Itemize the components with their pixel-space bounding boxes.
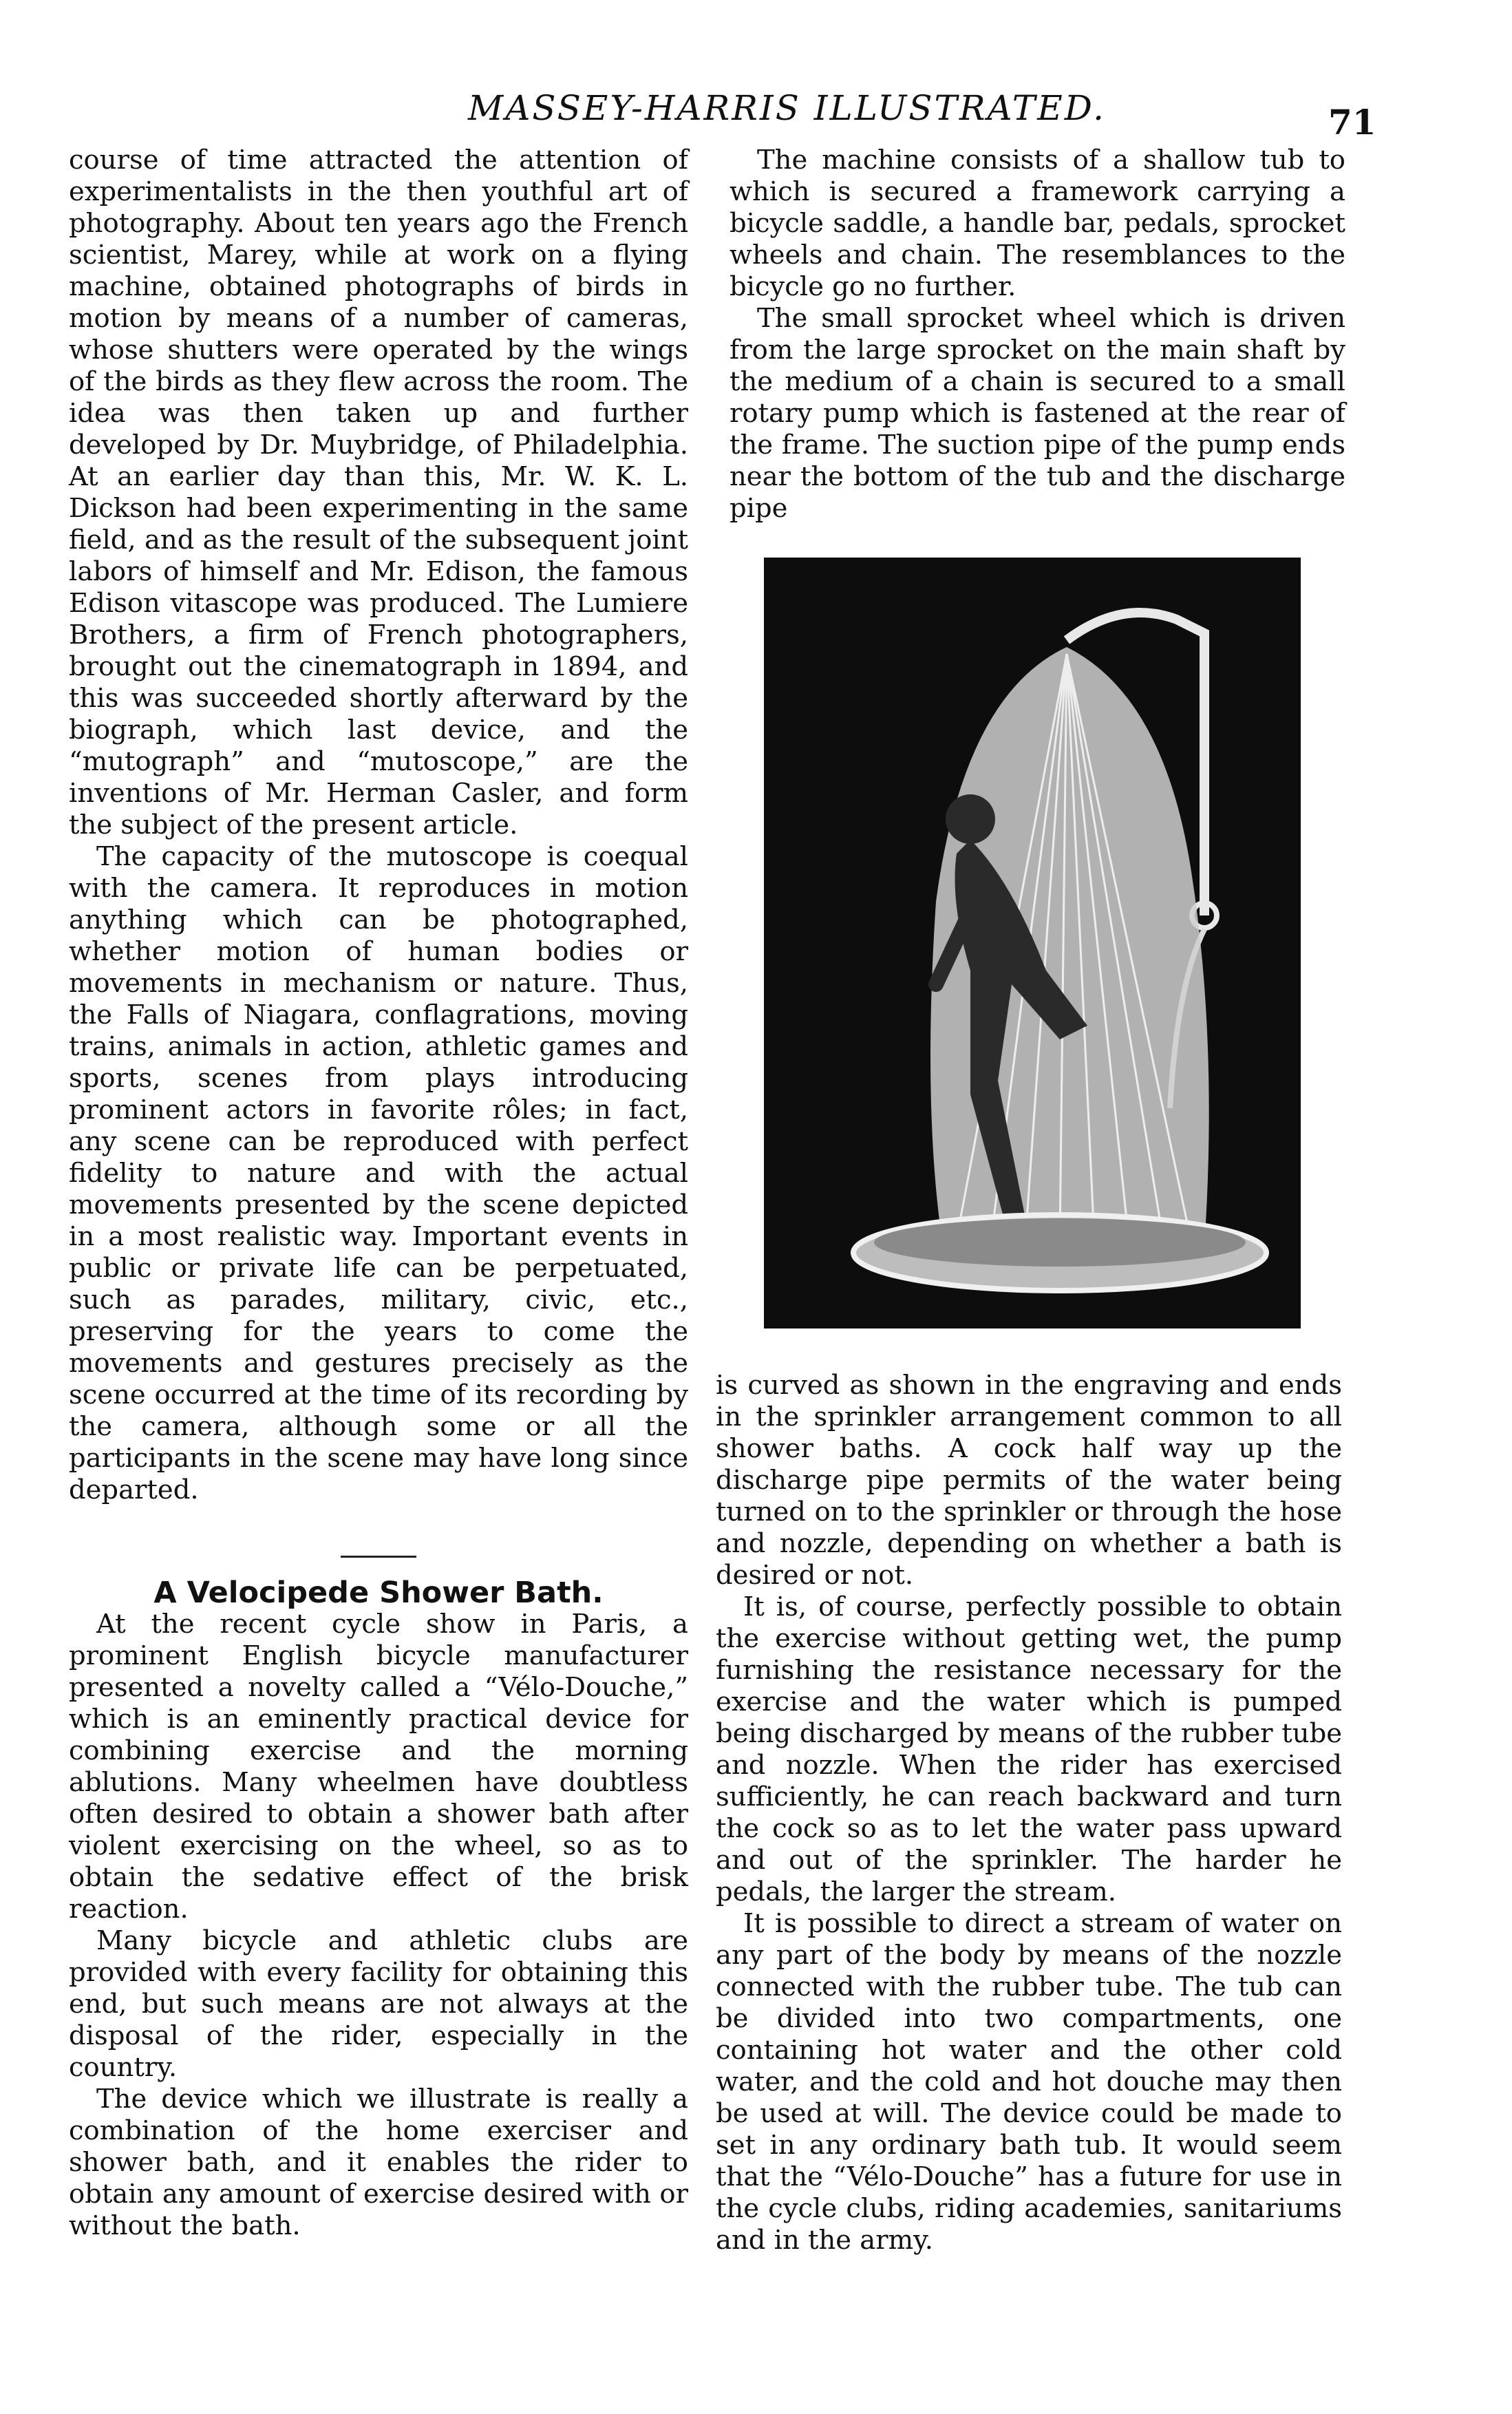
left-column (69, 145, 688, 2242)
paragraph: The small sprocket wheel which is driven from the large sprocket on the main shaft by the medium of a chain is secured to a small rotary pump which is fastened at the rear of the frame. The suction pipe of the pump ends near the bottom of the tub and the discharge pipe (730, 303, 1345, 524)
paragraph: It is possible to direct a stream of water on any part of the body by means of the nozzle connected with the rubber tube. The tub can be divided into two compartments, one containing hot water and the other cold water, and the cold and hot douche may then be used at will. The device could be made to set in any ordinary bath tub. It would seem that the “Vélo-Douche” has a future for use in the cycle clubs, riding academies, sanitariums and in the army. (716, 1908, 1342, 2256)
paragraph: course of time attracted the attention of experimentalists in the then youthful art of photography. About ten years ago the French scientist, Marey, while at work on a flying machine, obtained photographs of birds in motion by means of a number of cameras, whose shutters were operated by the wings of the birds as they flew across the room. The idea was then taken up and further developed by Dr. Muybridge, of Philadelphia. At an earlier day than this, Mr. W. K. L. Dickson had been experimenting in the same field, and as the result of the subsequent joint labors of himself and Mr. Edison, the famous Edison vitascope was produced. The Lumiere Brothers, a firm of French photographers, brought out the cinematograph in 1894, and this was succeeded shortly afterward by the biograph, which last device, and the “mutograph” and “mutoscope,” are the inventions of Mr. Herman Casler, and form the subject of the present article. (69, 145, 688, 840)
right-column-bottom (716, 1370, 1342, 2256)
paragraph: The device which we illustrate is really a combination of the home exerciser and shower bath, and it enables the rider to obtain any amount of exercise desired with or without the bath. (69, 2084, 688, 2241)
paragraph: is curved as shown in the engraving and ends in the sprinkler arrangement common to all shower baths. A cock half way up the discharge pipe permits of the water being turned on to the sprinkler or through the hose and nozzle, depending on whether a bath is desired or not. (716, 1370, 1342, 1591)
paragraph: At the recent cycle show in Paris, a prominent English bicycle manufacturer presented a novelty called a “Vélo-Douche,” which is an eminently practical device for combining exercise and the morning ablutions. Many wheelmen have doubtless often desired to obtain a shower bath after violent exercising on the wheel, so as to obtain the sedative effect of the brisk reaction. (69, 1609, 688, 1925)
paragraph: The capacity of the mutoscope is coequal with the camera. It reproduces in motion anything which can be photographed, whether motion of human bodies or movements in mechanism or nature. Thus, the Falls of Niagara, conflagrations, moving trains, animals in action, athletic games and sports, scenes from plays introducing prominent actors in favorite rôles; in fact, any scene can be reproduced with perfect fidelity to nature and with the actual movements presented by the scene depicted in a most realistic way. Important events in public or private life can be perpetuated, such as parades, military, civic, etc., preserving for the years to come the movements and gestures precisely as the scene occurred at the time of its recording by the camera, although some or all the participants in the scene may have long since departed. (69, 841, 688, 1505)
shower-bath-illustration (764, 558, 1301, 1328)
article-title: A Velocipede Shower Bath. (153, 1576, 604, 1610)
paragraph: It is, of course, perfectly possible to obtain the exercise without getting wet, the pump furnishing the resistance necessary for the exercise and the water which is pumped being discharged by means of the rubber tube and nozzle. When the rider has exercised sufficiently, he can reach backward and turn the cock so as to let the water pass upward and out of the sprinkler. The harder he pedals, the larger the stream. (716, 1591, 1342, 1907)
velocipede-shower-engraving-icon (764, 558, 1301, 1328)
paragraph: The machine consists of a shallow tub to which is secured a framework carrying a bicycle saddle, a handle bar, pedals, sprocket wheels and chain. The resemblances to the bicycle go no further. (730, 145, 1345, 302)
page-number: 71 (1328, 102, 1376, 142)
right-column-top (730, 145, 1345, 525)
paragraph: Many bicycle and athletic clubs are provided with every facility for obtaining this end, but such means are not always at the disposal of the rider, especially in the country. (69, 1925, 688, 2083)
page-header (0, 81, 1512, 143)
section-divider (341, 1556, 416, 1558)
running-title: MASSEY-HARRIS ILLUSTRATED. (468, 88, 1106, 128)
